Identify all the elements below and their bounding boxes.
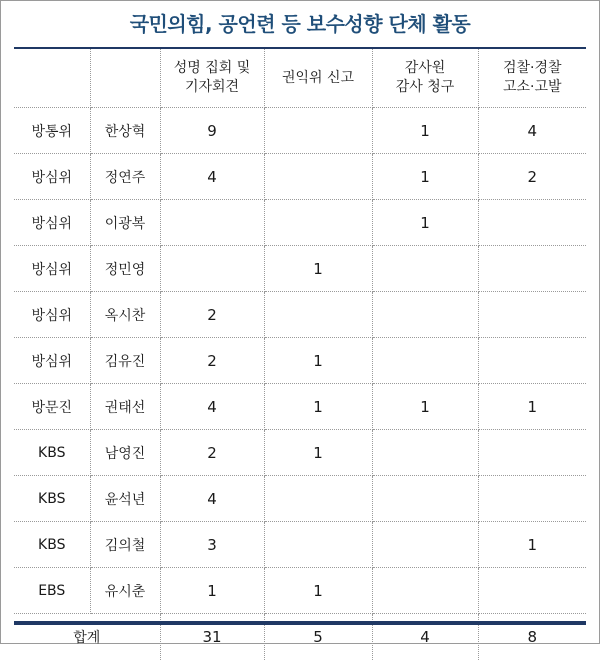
row-value: 1 <box>372 154 478 200</box>
total-value: 4 <box>372 614 478 660</box>
row-value: 4 <box>160 384 264 430</box>
row-value: 1 <box>264 384 372 430</box>
row-value: 4 <box>160 154 264 200</box>
activity-table <box>14 49 586 660</box>
row-value: 1 <box>264 246 372 292</box>
row-org: KBS <box>14 522 90 568</box>
header-row <box>14 49 586 108</box>
row-value: 2 <box>160 430 264 476</box>
table-row <box>14 246 586 292</box>
row-value: 2 <box>160 338 264 384</box>
row-value <box>372 430 478 476</box>
table-row <box>14 476 586 522</box>
row-value <box>372 522 478 568</box>
row-name: 권태선 <box>90 384 160 430</box>
row-name: 정민영 <box>90 246 160 292</box>
row-name: 한상혁 <box>90 108 160 154</box>
header-col-0: 성명 집회 및 기자회견 <box>160 49 264 108</box>
row-value <box>372 246 478 292</box>
row-value: 1 <box>264 430 372 476</box>
row-org: 방심위 <box>14 200 90 246</box>
row-name: 정연주 <box>90 154 160 200</box>
row-value: 2 <box>160 292 264 338</box>
total-value: 8 <box>478 614 586 660</box>
row-value: 1 <box>478 384 586 430</box>
total-value: 5 <box>264 614 372 660</box>
row-value: 1 <box>160 568 264 614</box>
row-value <box>478 430 586 476</box>
row-org: 방심위 <box>14 246 90 292</box>
row-value <box>264 476 372 522</box>
header-name <box>90 49 160 108</box>
row-name: 이광복 <box>90 200 160 246</box>
row-name: 김의철 <box>90 522 160 568</box>
row-value: 1 <box>372 200 478 246</box>
row-name: 옥시찬 <box>90 292 160 338</box>
header-org <box>14 49 90 108</box>
table-row <box>14 200 586 246</box>
row-value <box>264 154 372 200</box>
row-value <box>372 568 478 614</box>
row-value <box>372 338 478 384</box>
row-name: 유시춘 <box>90 568 160 614</box>
row-value: 4 <box>478 108 586 154</box>
header-col-3: 검찰·경찰 고소·고발 <box>478 49 586 108</box>
row-value: 1 <box>478 522 586 568</box>
row-value <box>372 292 478 338</box>
row-org: KBS <box>14 430 90 476</box>
row-org: 방심위 <box>14 292 90 338</box>
row-value: 4 <box>160 476 264 522</box>
table-row <box>14 430 586 476</box>
table-row <box>14 292 586 338</box>
row-value: 1 <box>372 384 478 430</box>
row-value <box>478 476 586 522</box>
row-value: 3 <box>160 522 264 568</box>
table-row <box>14 568 586 614</box>
row-value <box>478 246 586 292</box>
bottom-rule <box>14 621 586 625</box>
row-value <box>160 200 264 246</box>
row-value <box>478 292 586 338</box>
row-value <box>264 522 372 568</box>
row-value <box>478 568 586 614</box>
row-value: 1 <box>372 108 478 154</box>
row-name: 남영진 <box>90 430 160 476</box>
header-col-1: 권익위 신고 <box>264 49 372 108</box>
table-row <box>14 338 586 384</box>
row-value: 1 <box>264 568 372 614</box>
row-value: 1 <box>264 338 372 384</box>
row-value <box>264 292 372 338</box>
table-row <box>14 522 586 568</box>
row-value: 2 <box>478 154 586 200</box>
row-org: 방통위 <box>14 108 90 154</box>
row-name: 김유진 <box>90 338 160 384</box>
row-value: 9 <box>160 108 264 154</box>
row-value <box>478 200 586 246</box>
row-name: 윤석년 <box>90 476 160 522</box>
row-org: EBS <box>14 568 90 614</box>
table-row <box>14 108 586 154</box>
total-value: 31 <box>160 614 264 660</box>
page-title: 국민의힘, 공언련 등 보수성향 단체 활동 <box>1 1 599 43</box>
row-org: 방심위 <box>14 154 90 200</box>
total-label: 합계 <box>14 614 160 660</box>
row-org: KBS <box>14 476 90 522</box>
row-value <box>264 200 372 246</box>
row-value <box>372 476 478 522</box>
row-value <box>160 246 264 292</box>
row-value <box>478 338 586 384</box>
table-row <box>14 384 586 430</box>
table-row <box>14 154 586 200</box>
row-org: 방문진 <box>14 384 90 430</box>
row-value <box>264 108 372 154</box>
header-col-2: 감사원 감사 청구 <box>372 49 478 108</box>
row-org: 방심위 <box>14 338 90 384</box>
